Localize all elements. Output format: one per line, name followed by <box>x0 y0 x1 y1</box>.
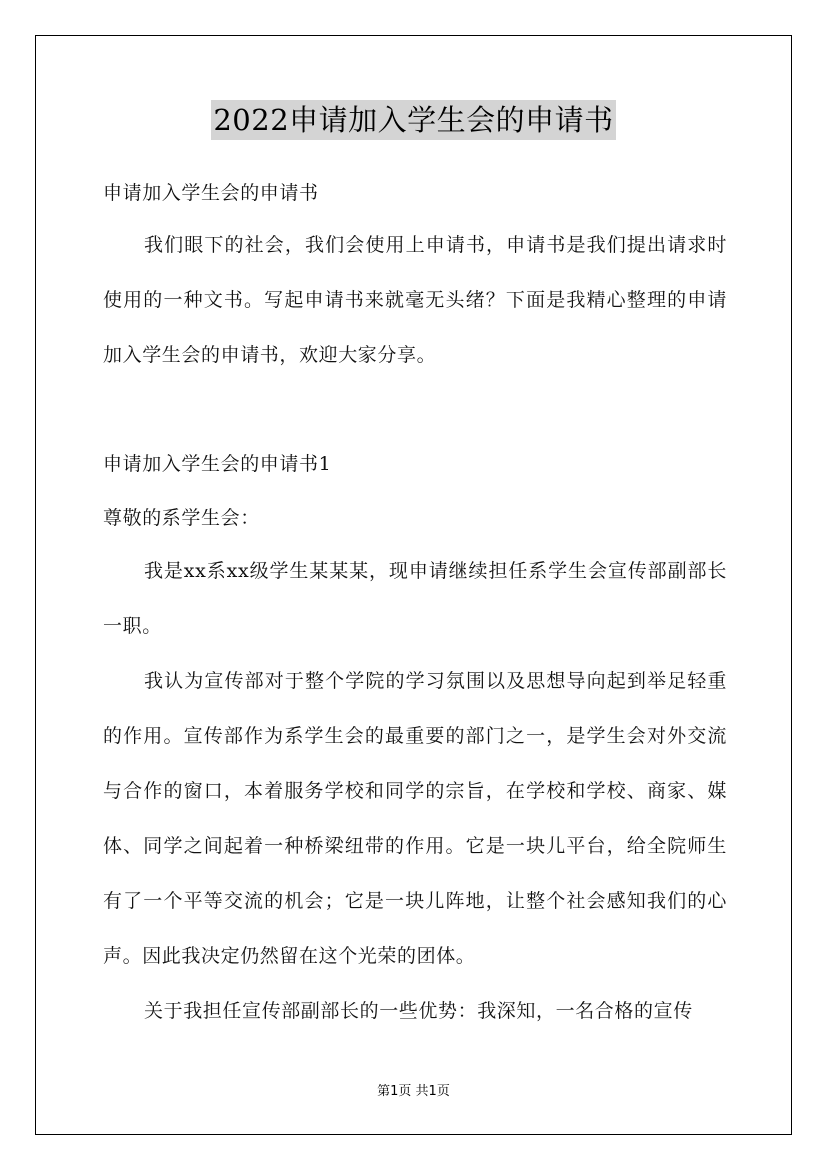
document-title: 2022申请加入学生会的申请书 <box>211 100 615 140</box>
body-paragraph: 我认为宣传部对于整个学院的学习氛围以及思想导向起到举足轻重的作用。宣传部作为系学生会的最重要的部门之一，是学生会对外交流与合作的窗口，本着服务学校和同学的宗旨，在学校和学校、商家、媒体、同学之间起着一种桥梁纽带的作用。它是一块儿平台，给全院师生有了一个平等交流的机会；它是一块儿阵地，让整个社会感知我们的心声。因此我决定仍然留在这个光荣的团体。 <box>103 670 727 967</box>
page-number-footer: 第1页 共1页 <box>377 1084 450 1099</box>
body-paragraph: 关于我担任宣传部副部长的一些优势：我深知，一名合格的宣传 <box>144 1000 693 1022</box>
intro-paragraph: 我们眼下的社会，我们会使用上申请书，申请书是我们提出请求时使用的一种文书。写起申请书来就毫无头绪？下面是我精心整理的申请加入学生会的申请书，欢迎大家分享。 <box>103 234 727 366</box>
letter-body <box>103 544 727 1039</box>
body-paragraph: 我是xx系xx级学生某某某，现申请继续担任系学生会宣传部副部长一职。 <box>103 560 727 637</box>
title-container <box>0 100 827 140</box>
salutation: 尊敬的系学生会： <box>103 507 260 529</box>
section-title: 申请加入学生会的申请书1 <box>103 453 332 475</box>
document-subtitle: 申请加入学生会的申请书 <box>103 182 319 204</box>
intro-block <box>103 218 727 383</box>
